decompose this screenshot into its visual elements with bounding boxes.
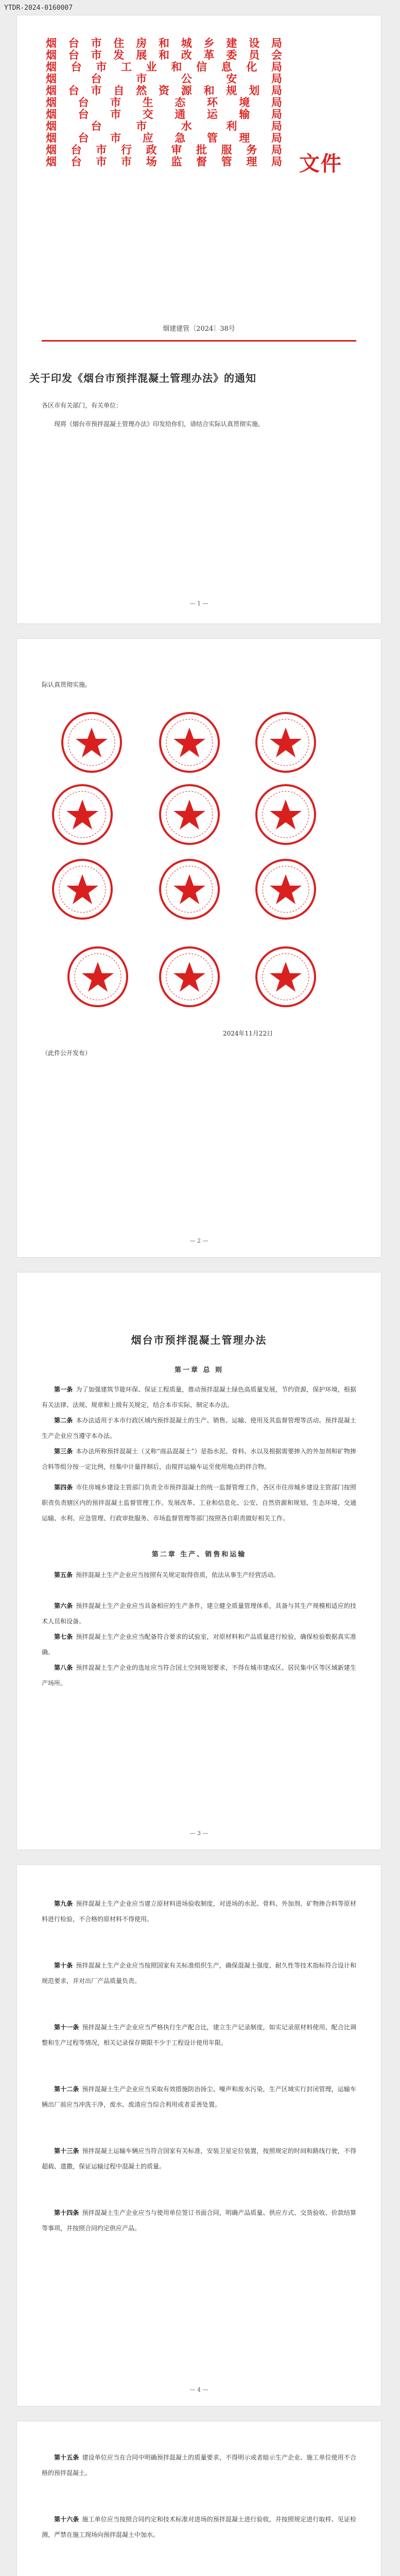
seal-icon xyxy=(60,711,123,774)
page-number: — 1 — xyxy=(189,600,208,607)
notice-body: 现将《烟台市预拌混凝土管理办法》印发给你们，请结合实际认真贯彻实施。 xyxy=(54,420,265,428)
article xyxy=(42,2143,356,2174)
article-text: 预拌混凝土运输车辆应当符合国家有关标准，安装卫星定位装置，按照规定的时间和路线行驶，不得超载、遗撒，保证运输过程中混凝土的质量。 xyxy=(42,2147,356,2170)
official-seal xyxy=(51,858,114,921)
issuer-line: 烟台市行政审批服务局 xyxy=(46,143,283,156)
article xyxy=(42,1567,356,1583)
red-divider xyxy=(42,340,356,342)
seal-icon xyxy=(66,945,129,1008)
article xyxy=(42,2512,356,2543)
red-header-wenjian: 文件 xyxy=(299,151,342,176)
publication-note: （此件公开发布） xyxy=(42,1049,92,1057)
article-text: 预拌混凝土生产企业应当建立原材料进场验收制度，对进场的水泥、骨料、外加剂、矿物掺合料等原材料进行检验，不合格的原材料不得使用。 xyxy=(42,1900,356,1923)
article xyxy=(42,2081,356,2112)
article xyxy=(42,1629,356,1660)
issuer-line: 烟台市生态环境局 xyxy=(46,96,283,109)
issuer-list xyxy=(46,37,283,167)
article-text: 预拌混凝土生产企业应当采取有效措施防治扬尘、噪声和废水污染，生产区域实行封闭管理，运输车辆出厂前应当冲洗干净，废水、废渣应当综合利用或者妥善处置。 xyxy=(42,2086,356,2108)
seal-icon xyxy=(158,858,221,921)
article-number: 第三条 xyxy=(54,1448,73,1455)
page-number: — 3 — xyxy=(189,1830,208,1837)
page-number: — 2 — xyxy=(189,1238,208,1244)
notice-title: 关于印发《烟台市预拌混凝土管理办法》的通知 xyxy=(29,372,256,384)
measures-title: 烟台市预拌混凝土管理办法 xyxy=(131,1334,267,1346)
chapter-heading: 第二章 生产、销售和运输 xyxy=(151,1551,247,1558)
article-text: 市住房城乡建设主管部门负责全市预拌混凝土的统一监督管理工作，各区市住房城乡建设主管部门按照职责负责辖区内的预拌混凝土监督管理工作。发展改革、工业和信息化、公安、自然资源和规划、生态环境、交通运输、水利、应急管理、行政审批服务、市场监督管理等部门按照各自职责做好相关工作。 xyxy=(42,1484,356,1522)
salutation: 各区市有关部门，有关单位： xyxy=(42,402,123,409)
article xyxy=(42,2450,356,2481)
article-number: 第九条 xyxy=(54,1900,73,1907)
official-seal xyxy=(158,783,221,846)
article-number: 第七条 xyxy=(54,1633,73,1640)
issuer-line: 烟台市自然资源和规划局 xyxy=(46,84,283,97)
article-text: 预拌混凝土生产企业应当按照国家有关标准组织生产，确保混凝土强度、耐久性等技术指标符合设计和规范要求，并对出厂产品质量负责。 xyxy=(42,1962,356,1985)
page-measures-1 xyxy=(17,1273,381,1850)
article-text: 预拌混凝土生产企业的选址应当符合国土空间规划要求，不得在城市建成区、居民集中区等区域新建生产场所。 xyxy=(42,1664,356,1687)
article xyxy=(42,1413,356,1444)
article-number: 第十三条 xyxy=(54,2147,79,2155)
official-seals xyxy=(51,711,339,1046)
seal-icon xyxy=(158,783,221,846)
official-seal xyxy=(60,711,123,774)
official-seal xyxy=(51,783,114,846)
article-text: 预拌混凝土生产企业应当具备相应的生产条件，建立健全质量管理体系，具备与其生产规模相适应的技术人员和设备。 xyxy=(42,1602,356,1625)
official-seal xyxy=(254,858,317,921)
document-id: YTDR-2024-0160007 xyxy=(4,4,73,12)
article xyxy=(42,2020,356,2050)
seal-icon xyxy=(51,783,114,846)
seal-icon xyxy=(254,858,317,921)
article xyxy=(42,1958,356,1989)
continued-text: 际认真贯彻实施。 xyxy=(42,681,92,688)
article-number: 第十一条 xyxy=(54,2024,79,2031)
seal-icon xyxy=(158,711,221,774)
article-number: 第十六条 xyxy=(54,2516,79,2523)
article-text: 预拌混凝土生产企业应当严格执行生产配合比，建立生产记录制度，如实记录原材料使用、配合比调整和生产过程等情况，相关记录保存期限不少于工程设计使用年限。 xyxy=(42,2024,356,2046)
page-measures-3 xyxy=(17,2421,381,2576)
official-seal xyxy=(158,945,221,1008)
article-number: 第二条 xyxy=(54,1417,73,1424)
official-seal xyxy=(158,858,221,921)
article xyxy=(42,2205,356,2236)
article-text: 预拌混凝土生产企业应当配备符合要求的试验室，对原材料和产品质量进行检验，确保检验数据真实准确。 xyxy=(42,1633,356,1656)
official-seal xyxy=(254,945,317,1008)
page-number: — 4 — xyxy=(189,2386,208,2393)
article-text: 施工单位应当按照合同约定和技术标准对进场的预拌混凝土进行验收，并按照规定进行取样、见证检测，严禁在施工现场向预拌混凝土中加水。 xyxy=(42,2516,356,2538)
official-seal xyxy=(254,711,317,774)
official-seal xyxy=(158,711,221,774)
seal-icon xyxy=(254,711,317,774)
article-text: 建设单位应当在合同中明确预拌混凝土的质量要求，不得明示或者暗示生产企业、施工单位使用不合格的预拌混凝土。 xyxy=(42,2454,356,2477)
seal-icon xyxy=(51,858,114,921)
article xyxy=(42,1444,356,1475)
page-notice xyxy=(17,15,381,623)
issuer-line: 烟台市住房和城乡建设局 xyxy=(46,37,283,49)
official-seal xyxy=(254,783,317,846)
article-number: 第十条 xyxy=(54,1962,73,1969)
article-number: 第一条 xyxy=(54,1386,73,1393)
article-text: 预拌混凝土生产企业应当与使用单位签订书面合同，明确产品质量、供应方式、交货验收、价款结算等事项，并按照合同约定供应产品。 xyxy=(42,2209,356,2232)
issue-date: 2024年11月22日 xyxy=(223,1030,273,1037)
issuer-line: 烟台市市场监督管理局 xyxy=(46,155,283,168)
article-number: 第四条 xyxy=(54,1484,73,1491)
article-number: 第五条 xyxy=(54,1571,73,1579)
seal-icon xyxy=(254,783,317,846)
issuer-line: 烟台市应急管理局 xyxy=(46,131,283,144)
article-text: 为了加强建筑节能环保、保证工程质量，推动预拌混凝土绿色高质量发展，节约资源，保护环境，根据有关法律、法规、规章和上级有关规定，结合本市实际，制定本办法。 xyxy=(42,1386,356,1409)
article xyxy=(42,1896,356,1927)
article xyxy=(42,2573,356,2576)
article xyxy=(42,1480,356,1526)
issuer-line: 烟台市交通运输局 xyxy=(46,108,283,121)
article-text: 本办法适用于本市行政区域内预拌混凝土的生产、销售、运输、使用及其监督管理等活动。预拌混凝土生产企业应当遵守本办法。 xyxy=(42,1417,356,1439)
issuer-line: 烟 台 市 公 安 局 xyxy=(46,72,283,85)
seal-icon xyxy=(254,945,317,1008)
document-number: 烟建建管〔2024〕38号 xyxy=(163,325,235,333)
issuer-line: 烟台市发展和改革委员会 xyxy=(46,48,283,61)
official-seal xyxy=(66,945,129,1008)
article-number: 第十五条 xyxy=(54,2454,79,2461)
issuer-line: 烟 台 市 水 利 局 xyxy=(46,120,283,132)
article xyxy=(42,1598,356,1629)
article xyxy=(42,1382,356,1413)
page-measures-2 xyxy=(17,1865,381,2406)
article xyxy=(42,1660,356,1691)
article-number: 第十四条 xyxy=(54,2209,79,2216)
issuer-line: 烟台市工业和信息化局 xyxy=(46,60,283,73)
seal-icon xyxy=(158,945,221,1008)
page-seals xyxy=(17,639,381,1257)
article-text: 预拌混凝土生产企业应当按照有关规定取得资质，依法从事生产经营活动。 xyxy=(76,1571,280,1579)
article-number: 第八条 xyxy=(54,1664,73,1671)
article-number: 第十二条 xyxy=(54,2086,79,2093)
article-number: 第六条 xyxy=(54,1602,73,1609)
chapter-heading: 第一章 总 则 xyxy=(174,1366,224,1374)
article-text: 本办法所称预拌混凝土（又称“商品混凝土”）是指水泥、骨料、水以及根据需要掺入的外加剂和矿物掺合料等组分按一定比例，经集中计量拌制后，由搅拌运输车运至使用地点的拌合物。 xyxy=(42,1448,356,1470)
